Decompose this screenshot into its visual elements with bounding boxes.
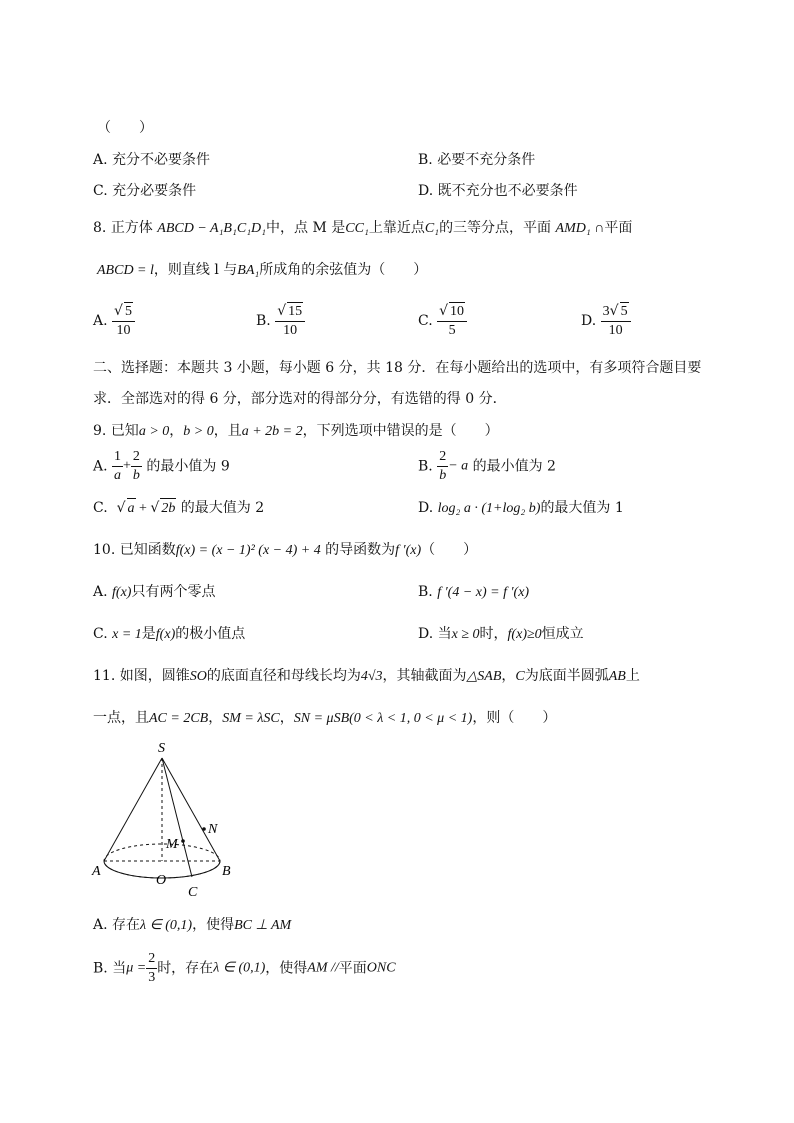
label-s: S — [158, 741, 165, 756]
cone-segment-sc — [162, 758, 192, 877]
q9-option-b: B. $\frac{2}{b}$ − a 的最小值为 2 — [418, 449, 556, 483]
q8-stem-line1: 8. 正方体 ABCD − A₁B₁C₁D₁中，点 M 是CC₁上靠近点C₁的三等分点，平面 AMD₁ ∩平面 — [93, 220, 633, 236]
q11-option-a: A. 存在λ ∈ (0,1)，使得BC ⊥ AM — [93, 917, 292, 933]
section2-instructions-line1: 二、选择题：本题共 3 小题，每小题 6 分，共 18 分．在每小题给出的选项中，有多项符合题目要 — [93, 360, 702, 376]
q7-answer-bracket: （ ） — [97, 120, 153, 136]
q7-option-b: B. 必要不充分条件 — [418, 152, 536, 168]
q8-option-d: D. $\frac{3√ 5}{10}$ — [581, 302, 631, 340]
section2-instructions-line2: 求．全部选对的得 6 分，部分选对的得部分分，有选错的得 0 分． — [93, 391, 507, 407]
q11-option-b: B. 当μ = $\frac{2}{3}$ 时，存在λ ∈ (0,1)，使得AM //平面ONC — [93, 951, 396, 985]
q7-option-d: D. 既不充分也不必要条件 — [418, 183, 578, 199]
point-m — [181, 839, 185, 843]
q7-option-a: A. 充分不必要条件 — [93, 152, 211, 168]
q8-option-b: B. $\frac{√ 15}{10}$ — [256, 302, 305, 340]
q8-option-c: C. $\frac{√ 10}{5}$ — [418, 302, 467, 340]
q8-option-a: A. $\frac{√ 5}{10}$ — [93, 302, 135, 340]
q11-stem-line2: 一点，且AC = 2CB，SM = λSC，SN = μSB(0 < λ < 1, 0 < μ < 1)，则（ ） — [93, 710, 557, 726]
label-o: O — [156, 873, 167, 888]
q11-stem-line1: 11. 如图，圆锥SO的底面直径和母线长均为4√3，其轴截面为△SAB，C为底面半圆弧AB上 — [93, 668, 640, 684]
label-a: A — [92, 864, 101, 879]
q9-stem: 9. 已知a > 0，b > 0，且a + 2b = 2，下列选项中错误的是（ ） — [93, 423, 499, 439]
point-n — [202, 827, 206, 831]
q9-option-a: A. $\frac{1}{a}$ + $\frac{2}{b}$ 的最小值为 9 — [93, 449, 230, 483]
q10-option-c: C. x = 1是f(x)的极小值点 — [93, 626, 246, 642]
q8-stem-line2: ABCD = l，则直线 l 与BA₁所成角的余弦值为（ ） — [97, 262, 428, 278]
q7-option-c: C. 充分必要条件 — [93, 183, 197, 199]
q10-option-b: B. f ′(4 − x) = f ′(x) — [418, 584, 530, 600]
label-b: B — [222, 864, 231, 879]
cone-edge-sa — [104, 758, 162, 861]
q10-stem: 10. 已知函数f(x) = (x − 1)² (x − 4) + 4 的导函数为f ′(x)（ ） — [93, 542, 478, 558]
cone-figure — [90, 738, 250, 910]
label-m: M — [166, 837, 178, 852]
q10-option-a: A. f(x)只有两个零点 — [93, 584, 216, 600]
q9-option-c: C. √ a + √ 2b 的最大值为 2 — [93, 498, 264, 519]
label-n: N — [208, 822, 218, 837]
q10-option-d: D. 当x ≥ 0时，f(x)≥0恒成立 — [418, 626, 584, 642]
label-c: C — [188, 885, 198, 900]
q9-option-d: D. log₂ a · (1+log₂ b)的最大值为 1 — [418, 500, 624, 516]
